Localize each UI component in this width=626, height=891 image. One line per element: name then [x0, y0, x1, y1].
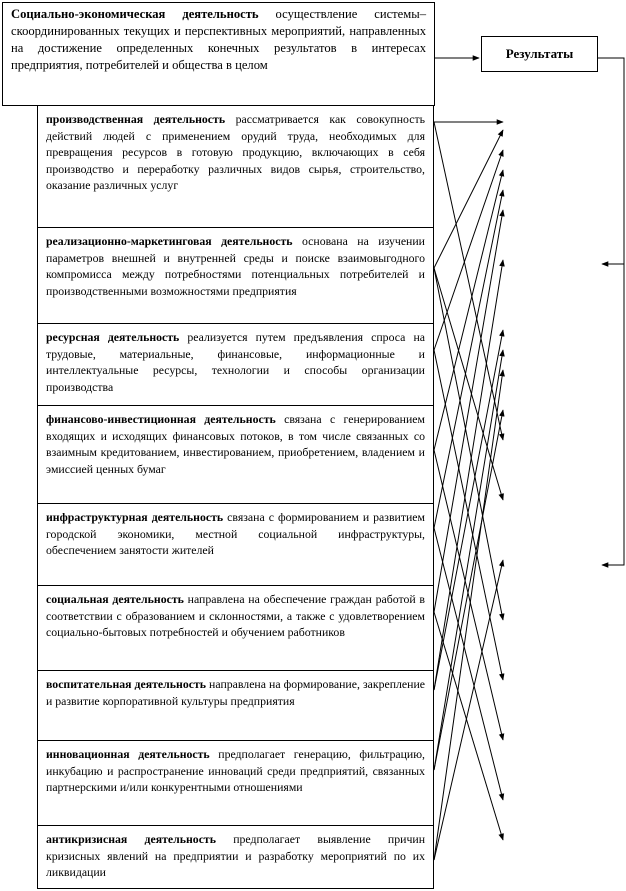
activity-name: инфраструктурная деятельность	[46, 510, 224, 524]
arrow-production-2	[434, 122, 503, 440]
header-dash: –	[419, 7, 426, 21]
activity-text: связана с формированием и развитием городской экономики, местной социальной инфраструктуры, обеспечением занятости жителей	[46, 510, 426, 557]
activity-text: рассматривается как совокупность действий людей с применением орудий труда, необходимых для превращения ресурсов в готовую продукцию, включающих в себя производство и переработку различных видов сырья, строительство, оказание различных услуг	[46, 112, 425, 192]
arrow-marketing-1	[434, 130, 503, 268]
activity-text: предполагает выявление причин кризисных явлений на предприятии и разработку мероприятий по их ликвидации	[46, 832, 426, 879]
activity-name: производственная деятельность	[46, 112, 226, 126]
arrow-finance-2	[434, 450, 503, 740]
activity-name: ресурсная деятельность	[46, 330, 180, 344]
results-label: Результаты	[505, 46, 574, 61]
activity-name: воспитательная деятельность	[46, 677, 206, 691]
activity-name: реализационно-маркетинговая деятельность	[46, 234, 293, 248]
arrow-social-2	[434, 612, 503, 840]
activity-text: предполагает генерацию, фильтрацию, инкубацию и распространение инноваций среди предприятий, связанных партнерскими и/или конкурентными отношениями	[46, 747, 425, 794]
arrow-finance-1	[434, 170, 503, 450]
activity-text: основана на изучении параметров внешней и внутренней среды и поиске взаимовыгодного компромисса между потребностями потенциальных потребителей и производственными возможностями предприятия	[46, 234, 425, 298]
header-definition: осуществление системы скоординированных текущих и перспективных мероприятий, направленных на достижение определенных конечных результатов в интересах предприятия, потребителей и общества в целом	[11, 7, 426, 72]
activity-text: направлена на обеспечение граждан работой в соответствии с образованием и склонностями, а также с удовлетворением социально-бытовых потребностей и обучением работников	[46, 592, 425, 639]
activity-name: финансово-инвестиционная деятельность	[46, 412, 276, 426]
activity-name: инновационная деятельность	[46, 747, 210, 761]
activity-name: антикризисная деятельность	[46, 832, 216, 846]
activity-text: реализуется путем предъявления спроса на трудовые, материальные, финансовые, информационные и интеллектуальные ресурсы, технологии и способы организации производства	[46, 330, 425, 394]
activity-text: связана с генерированием входящих и исходящих финансовых потоков, в том числе связанных со взаимным кредитованием, инвестированием, приобретением, владением и эмиссией ценных бумаг	[46, 412, 425, 476]
feedback-bracket	[598, 58, 624, 565]
activity-name: социальная деятельность	[46, 592, 184, 606]
activity-text: направлена на формирование, закрепление и развитие корпоративной культуры предприятия	[46, 677, 426, 708]
header-title: Социально-экономическая деятельность	[11, 7, 259, 21]
arrow-resource-1	[434, 150, 503, 350]
arrow-innov-2	[434, 410, 503, 770]
arrow-resource-2	[434, 350, 503, 680]
